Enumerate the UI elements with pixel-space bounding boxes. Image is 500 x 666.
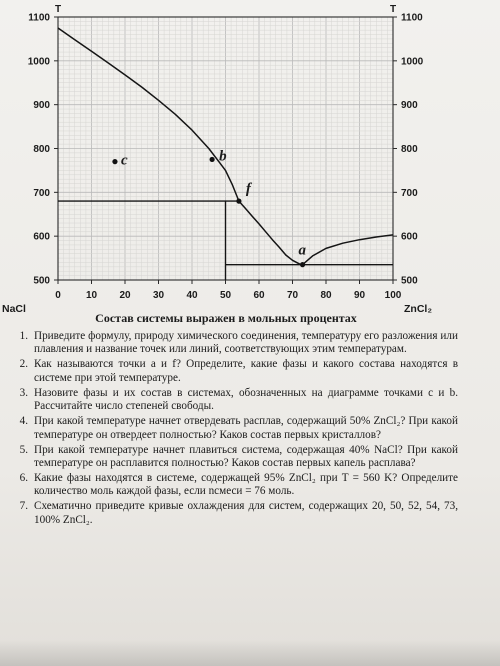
y-tick-label-left: 500 <box>33 275 50 287</box>
x-tick-label: 90 <box>353 290 366 301</box>
x-tick-label: 50 <box>219 290 232 301</box>
question-text: Как называются точки a и f? Определите, какие фазы и какого состава находятся в системе при этой температуре. <box>34 358 458 384</box>
y-tick-label-left: 900 <box>33 100 50 112</box>
question-text: Назовите фазы и их состав в системах, обозначенных на диаграмме точками c и b. Рассчитайте число степеней свободы. <box>34 386 458 413</box>
question-number: 4. <box>19 415 28 428</box>
x-tick-label: 70 <box>286 290 299 301</box>
question-item <box>6 415 458 442</box>
question-number: 7. <box>19 500 28 513</box>
question-number: 6. <box>19 472 28 485</box>
question-text: При какой температуре начнет плавиться система, содержащая 40% NaCl? При какой температуре он расплавится полностью? Каков состав первых капель расплава? <box>34 443 458 470</box>
y-tick-label-right: 900 <box>401 100 418 112</box>
point-label-c: c <box>120 152 128 169</box>
y-tick-label-left: 1100 <box>28 12 50 24</box>
question-number: 2. <box>19 358 28 371</box>
y-tick-label-right: 600 <box>401 231 418 243</box>
x-tick-label: 10 <box>85 290 98 301</box>
liquidus-curve-0 <box>58 28 303 265</box>
point-f <box>236 199 241 204</box>
question-text: Схематично приведите кривые охлаждения для систем, содержащих 20, 50, 52, 54, 73, 100% ZnCl₂. <box>34 500 458 526</box>
question-text: При какой температуре начнет отвердевать расплав, содержащий 50% ZnCl₂? При какой температуре он отвердеет полностью? Каков состав первых кристаллов? <box>34 415 458 441</box>
point-c <box>112 159 117 164</box>
question-number: 5. <box>19 443 28 456</box>
question-list <box>6 330 458 529</box>
y-tick-label-right: 1100 <box>401 12 423 24</box>
point-label-b: b <box>219 148 227 165</box>
phase-diagram-chart <box>0 0 500 330</box>
question-item <box>6 472 458 499</box>
question-text: Приведите формулу, природу химического соединения, температуру его разложения или плавления и название точек или линий, соответствующих этим температурам. <box>34 330 458 356</box>
point-label-f: f <box>245 181 251 198</box>
question-item <box>6 444 458 471</box>
x-tick-label: 100 <box>384 290 402 301</box>
question-item <box>6 330 458 357</box>
page-bottom-shadow <box>0 640 500 666</box>
y-tick-label-right: 700 <box>401 187 418 199</box>
question-number: 3. <box>19 386 28 399</box>
x-right-component-label: ZnCl₂ <box>404 303 432 315</box>
question-item <box>6 358 458 385</box>
y-tick-label-right: 500 <box>401 275 418 287</box>
question-item <box>6 387 458 414</box>
x-axis-label: Состав системы выражен в мольных процентах <box>95 311 357 325</box>
point-a <box>300 262 305 267</box>
point-b <box>210 157 215 162</box>
y-tick-label-right: 1000 <box>401 56 424 68</box>
question-number: 1. <box>19 330 28 342</box>
x-left-component-label: NaCl <box>2 303 26 315</box>
liquidus-curve-1 <box>303 235 394 265</box>
x-tick-label: 40 <box>186 290 198 301</box>
y-axis-label-left: T <box>54 4 62 15</box>
x-tick-label: 30 <box>152 290 165 301</box>
y-tick-label-left: 800 <box>33 144 50 155</box>
y-tick-label-left: 1000 <box>27 56 50 68</box>
y-tick-label-left: 600 <box>33 231 50 243</box>
question-item <box>6 500 458 527</box>
question-text: Какие фазы находятся в системе, содержащей 95% ZnCl₂ при T = 560 K? Определите количество моль каждой фазы, если nсмеси = 76 моль. <box>34 472 458 498</box>
x-tick-label: 60 <box>253 290 265 301</box>
x-tick-label: 0 <box>55 290 61 301</box>
y-tick-label-right: 800 <box>401 144 418 155</box>
x-tick-label: 20 <box>119 290 131 301</box>
x-tick-label: 80 <box>320 290 332 301</box>
y-tick-label-left: 700 <box>33 187 50 199</box>
point-label-a: a <box>298 242 307 259</box>
y-axis-label-right: T <box>389 4 397 15</box>
